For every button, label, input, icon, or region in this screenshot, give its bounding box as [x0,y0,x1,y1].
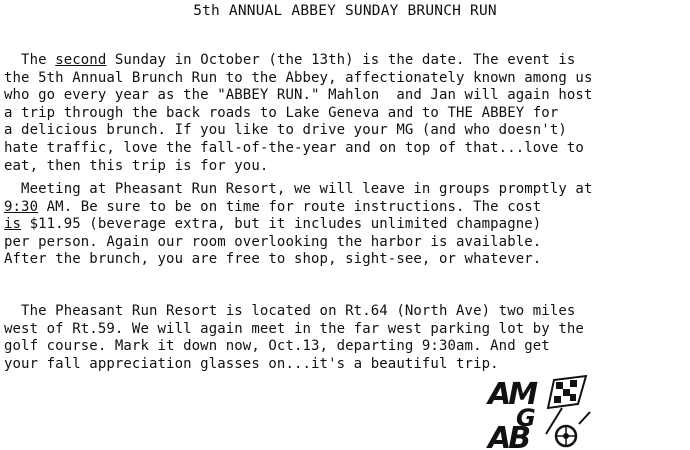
text-line: Meeting at Pheasant Run Resort, we will leave in groups promptly at [4,181,593,197]
text-line: who go every year as the "ABBEY RUN." Mahlon and Jan will again host [4,87,593,104]
text-line: 9:30 AM. Be sure to be on time for route instructions. The cost [4,198,542,215]
underlined-word: is [4,216,22,233]
text-line: a delicious brunch. If you like to drive your MG (and who doesn't) [4,122,567,139]
text-line: eat, then this trip is for you. [4,157,269,174]
amgab-logo-icon [486,374,592,450]
logo-letter-g: G [516,404,536,432]
text-line: hate traffic, love the fall-of-the-year and on top of that...love to [4,139,584,156]
paragraph-meeting-details [4,181,690,269]
text-line: per person. Again our room overlooking the harbor is available. [4,233,542,250]
text-line: golf course. Mark it down now, Oct.13, departing 9:30am. And get [4,338,550,355]
text-line: The second Sunday in October (the 13th) is the date. The event is [4,52,576,68]
logo-letters-ab: AB [488,421,529,450]
underlined-word: second [55,52,107,68]
wheel-emblem-icon [556,412,590,446]
underlined-time: 9:30 [4,198,39,215]
text-line: is $11.95 (beverage extra, but it includes unlimited champagne) [4,216,542,233]
paragraph-event-date [4,52,690,175]
logo-letters-am: AM [488,377,536,412]
document-title: 5th ANNUAL ABBEY SUNDAY BRUNCH RUN [193,3,497,19]
text-line: the 5th Annual Brunch Run to the Abbey, affectionately known among us [4,69,593,86]
text-line: After the brunch, you are free to shop, sight-see, or whatever. [4,251,542,268]
text-line: The Pheasant Run Resort is located on Rt.64 (North Ave) two miles [4,303,576,319]
text-line: your fall appreciation glasses on...it's a beautiful trip. [4,355,499,372]
text-line: west of Rt.59. We will again meet in the far west parking lot by the [4,320,584,337]
paragraph-location [4,303,690,373]
text-line: a trip through the back roads to Lake Geneva and to THE ABBEY for [4,104,559,121]
